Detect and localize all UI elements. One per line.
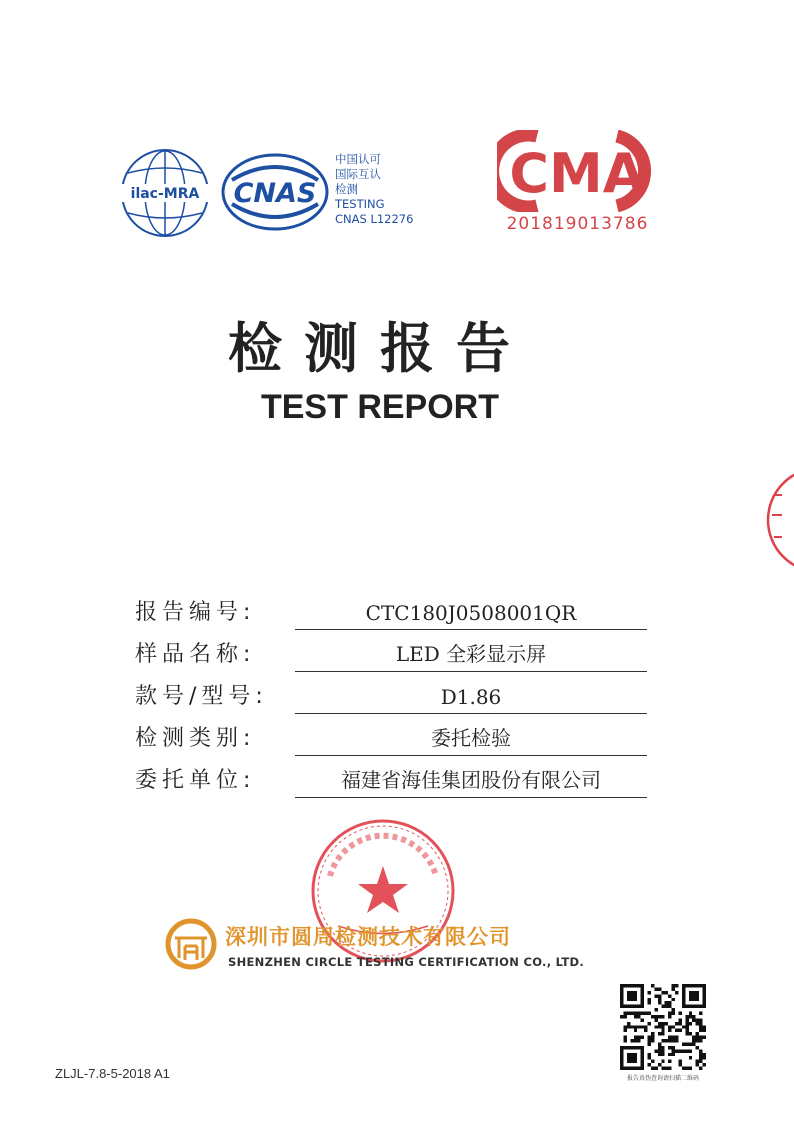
- qr-module: [665, 991, 668, 994]
- qr-module: [699, 1029, 702, 1032]
- document-code: ZLJL-7.8-5-2018 A1: [55, 1066, 170, 1081]
- qr-module: [699, 1060, 702, 1063]
- qr-module: [627, 1025, 630, 1028]
- qr-module: [658, 998, 661, 1001]
- info-label: 委托单位:: [135, 768, 256, 793]
- qr-module: [623, 1012, 626, 1015]
- qr-module: [696, 1036, 699, 1039]
- qr-module: [668, 1025, 671, 1028]
- qr-module: [678, 1063, 681, 1066]
- qr-module: [675, 1049, 678, 1052]
- qr-module: [661, 1049, 664, 1052]
- qr-module: [627, 1022, 630, 1025]
- qr-module: [696, 1063, 699, 1066]
- qr-module: [675, 1036, 678, 1039]
- info-label: 检测类别:: [135, 726, 256, 751]
- qr-module: [654, 1008, 657, 1011]
- qr-module: [654, 1049, 657, 1052]
- qr-module: [696, 1046, 699, 1049]
- qr-module: [658, 1063, 661, 1066]
- qr-module: [658, 1022, 661, 1025]
- qr-module: [668, 1067, 671, 1070]
- qr-module: [637, 1025, 640, 1028]
- qr-module: [654, 1025, 657, 1028]
- qr-module: [668, 1005, 671, 1008]
- info-row-test-category: [135, 714, 647, 756]
- qr-module: [651, 1067, 654, 1070]
- qr-module: [689, 1032, 692, 1035]
- qr-module: [699, 1036, 702, 1039]
- qr-module: [668, 1060, 671, 1063]
- qr-module: [661, 1005, 664, 1008]
- qr-module: [634, 1015, 637, 1018]
- qr-module: [689, 1012, 692, 1015]
- qr-module: [661, 1060, 664, 1063]
- qr-code[interactable]: [620, 984, 706, 1070]
- qr-module: [682, 1025, 685, 1028]
- qr-module: [692, 1036, 695, 1039]
- qr-module: [641, 1018, 644, 1021]
- qr-module: [678, 1049, 681, 1052]
- qr-module: [668, 1053, 671, 1056]
- qr-module: [703, 1036, 706, 1039]
- qr-module: [675, 991, 678, 994]
- qr-module: [648, 1056, 651, 1059]
- qr-module: [672, 1053, 675, 1056]
- qr-module: [689, 1049, 692, 1052]
- qr-module: [699, 1049, 702, 1052]
- qr-module: [672, 1046, 675, 1049]
- qr-module: [623, 1025, 626, 1028]
- qr-module: [696, 1060, 699, 1063]
- qr-module: [651, 984, 654, 987]
- qr-module: [675, 1022, 678, 1025]
- qr-module: [685, 1022, 688, 1025]
- qr-module: [644, 1025, 647, 1028]
- qr-module: [630, 1039, 633, 1042]
- qr-module: [699, 1056, 702, 1059]
- info-label: 报告编号:: [135, 600, 256, 625]
- qr-module: [675, 1039, 678, 1042]
- report-info-table: [135, 588, 647, 798]
- qr-module: [692, 1018, 695, 1021]
- info-value: 委托检验: [295, 722, 647, 756]
- qr-module: [654, 1067, 657, 1070]
- qr-finder-pattern: [627, 1053, 637, 1063]
- report-title-english: TEST REPORT: [260, 388, 500, 426]
- qr-module: [658, 1049, 661, 1052]
- qr-module: [648, 1063, 651, 1066]
- qr-module: [672, 1039, 675, 1042]
- qr-module: [661, 1032, 664, 1035]
- qr-module: [699, 1025, 702, 1028]
- qr-module: [665, 1005, 668, 1008]
- cnas-logo-text: CNAS: [233, 178, 317, 209]
- info-value: D1.86: [295, 685, 647, 714]
- qr-module: [661, 1025, 664, 1028]
- qr-module: [637, 1039, 640, 1042]
- qr-module: [685, 1025, 688, 1028]
- cnas-logo: [220, 152, 330, 232]
- qr-module: [665, 1067, 668, 1070]
- qr-module: [644, 1012, 647, 1015]
- qr-module: [685, 1015, 688, 1018]
- qr-module: [685, 1049, 688, 1052]
- qr-module: [651, 1039, 654, 1042]
- qr-module: [644, 1029, 647, 1032]
- qr-module: [623, 1015, 626, 1018]
- qr-module: [703, 1029, 706, 1032]
- ilac-mra-logo: [120, 148, 210, 238]
- qr-module: [699, 1012, 702, 1015]
- qr-module: [654, 1015, 657, 1018]
- qr-finder-pattern: [627, 991, 637, 1001]
- qr-module: [658, 987, 661, 990]
- qr-module: [634, 1025, 637, 1028]
- cma-number: 201819013786: [506, 214, 649, 234]
- cnas-info-line: CNAS L12276: [335, 212, 414, 226]
- qr-module: [703, 1056, 706, 1059]
- qr-module: [658, 1042, 661, 1045]
- qr-module: [661, 1029, 664, 1032]
- qr-module: [682, 1042, 685, 1045]
- qr-module: [661, 1015, 664, 1018]
- qr-module: [692, 1015, 695, 1018]
- qr-module: [678, 1018, 681, 1021]
- qr-module: [689, 1015, 692, 1018]
- info-label: 款号/型号:: [135, 684, 268, 709]
- qr-module: [648, 1012, 651, 1015]
- qr-module: [620, 1015, 623, 1018]
- qr-module: [630, 1012, 633, 1015]
- qr-module: [699, 1039, 702, 1042]
- report-title-chinese: 检测报告: [228, 317, 532, 380]
- qr-module: [648, 991, 651, 994]
- qr-module: [623, 1039, 626, 1042]
- qr-module: [699, 1022, 702, 1025]
- qr-module: [696, 1032, 699, 1035]
- qr-module: [665, 1001, 668, 1004]
- qr-module: [689, 1022, 692, 1025]
- qr-module: [654, 1018, 657, 1021]
- qr-module: [623, 1029, 626, 1032]
- qr-module: [658, 1001, 661, 1004]
- qr-module: [672, 1025, 675, 1028]
- cnas-info-line: 国际互认: [335, 167, 381, 181]
- qr-module: [641, 1025, 644, 1028]
- qr-module: [703, 1053, 706, 1056]
- company-name-chinese: 深圳市圆周检测技术有限公司: [225, 925, 511, 949]
- qr-module: [661, 991, 664, 994]
- qr-module: [648, 1022, 651, 1025]
- ilac-logo-text: ilac-MRA: [130, 186, 200, 202]
- accreditation-logos: [115, 130, 675, 250]
- qr-module: [658, 1046, 661, 1049]
- qr-module: [689, 1056, 692, 1059]
- qr-module: [651, 1036, 654, 1039]
- qr-module: [672, 987, 675, 990]
- qr-module: [648, 998, 651, 1001]
- qr-module: [637, 1015, 640, 1018]
- qr-module: [692, 1039, 695, 1042]
- qr-module: [696, 1018, 699, 1021]
- qr-module: [658, 1025, 661, 1028]
- qr-module: [661, 1046, 664, 1049]
- qr-module: [672, 998, 675, 1001]
- cnas-info-line: TESTING: [335, 197, 385, 211]
- qr-module: [692, 1042, 695, 1045]
- cnas-info-line: 检测: [335, 182, 358, 196]
- qr-module: [634, 1029, 637, 1032]
- company-logo-icon: [165, 918, 217, 970]
- company-name-english: SHENZHEN CIRCLE TESTING CERTIFICATION CO., LTD.: [228, 955, 585, 969]
- qr-module: [658, 994, 661, 997]
- info-label: 样品名称:: [135, 642, 256, 667]
- qr-module: [641, 1036, 644, 1039]
- qr-module: [699, 1053, 702, 1056]
- cnas-accreditation-info: [335, 152, 413, 227]
- qr-module: [682, 1067, 685, 1070]
- qr-module: [658, 1053, 661, 1056]
- cnas-info-line: 中国认可: [335, 152, 381, 166]
- qr-module: [665, 1039, 668, 1042]
- qr-module: [668, 1046, 671, 1049]
- qr-module: [630, 1025, 633, 1028]
- qr-module: [651, 1015, 654, 1018]
- info-value: CTC180J0508001QR: [295, 601, 647, 630]
- qr-module: [668, 1036, 671, 1039]
- qr-module: [699, 1067, 702, 1070]
- qr-module: [703, 1063, 706, 1066]
- qr-module: [661, 1053, 664, 1056]
- qr-module: [685, 1067, 688, 1070]
- qr-module: [675, 1029, 678, 1032]
- qr-module: [678, 1022, 681, 1025]
- qr-module: [648, 1039, 651, 1042]
- qr-module: [651, 1032, 654, 1035]
- qr-module: [658, 1015, 661, 1018]
- qr-module: [648, 1036, 651, 1039]
- qr-module: [689, 1067, 692, 1070]
- info-row-client: [135, 756, 647, 798]
- qr-module: [675, 984, 678, 987]
- qr-module: [634, 1036, 637, 1039]
- qr-module: [668, 1012, 671, 1015]
- qr-module: [672, 1012, 675, 1015]
- info-row-model: [135, 672, 647, 714]
- qr-module: [665, 1022, 668, 1025]
- qr-module: [654, 987, 657, 990]
- qr-module: [672, 1036, 675, 1039]
- qr-module: [678, 1029, 681, 1032]
- qr-module: [678, 1012, 681, 1015]
- qr-module: [658, 1032, 661, 1035]
- qr-module: [685, 1029, 688, 1032]
- qr-module: [623, 1036, 626, 1039]
- info-value: LED 全彩显示屏: [295, 638, 647, 672]
- qr-module: [641, 1012, 644, 1015]
- qr-module: [672, 1049, 675, 1052]
- qr-module: [651, 1060, 654, 1063]
- qr-module: [672, 1008, 675, 1011]
- qr-module: [699, 1018, 702, 1021]
- qr-module: [661, 1067, 664, 1070]
- partial-edge-seal: [760, 465, 794, 575]
- qr-module: [685, 1018, 688, 1021]
- qr-module: [685, 1042, 688, 1045]
- qr-module: [634, 1039, 637, 1042]
- qr-module: [689, 1042, 692, 1045]
- qr-module: [696, 1039, 699, 1042]
- qr-module: [685, 1032, 688, 1035]
- qr-module: [648, 1053, 651, 1056]
- cma-logo: [497, 130, 657, 212]
- qr-caption: 报告真伪查询请扫描二维码: [626, 1075, 699, 1082]
- qr-module: [703, 1025, 706, 1028]
- qr-module: [637, 1012, 640, 1015]
- qr-module: [661, 1039, 664, 1042]
- info-row-sample-name: [135, 630, 647, 672]
- qr-module: [648, 1042, 651, 1045]
- qr-module: [682, 1049, 685, 1052]
- qr-module: [648, 1001, 651, 1004]
- qr-module: [668, 1029, 671, 1032]
- qr-module: [668, 1001, 671, 1004]
- qr-module: [668, 994, 671, 997]
- qr-module: [696, 1022, 699, 1025]
- info-value: 福建省海佳集团股份有限公司: [295, 764, 647, 798]
- qr-module: [627, 1012, 630, 1015]
- info-row-report-number: [135, 588, 647, 630]
- qr-module: [634, 1012, 637, 1015]
- qr-module: [672, 984, 675, 987]
- qr-module: [668, 1039, 671, 1042]
- qr-finder-pattern: [689, 991, 699, 1001]
- qr-module: [668, 1015, 671, 1018]
- qr-module: [637, 1036, 640, 1039]
- qr-module: [678, 1060, 681, 1063]
- qr-module: [661, 1022, 664, 1025]
- qr-module: [654, 994, 657, 997]
- cma-logo-text: CMA: [509, 142, 645, 205]
